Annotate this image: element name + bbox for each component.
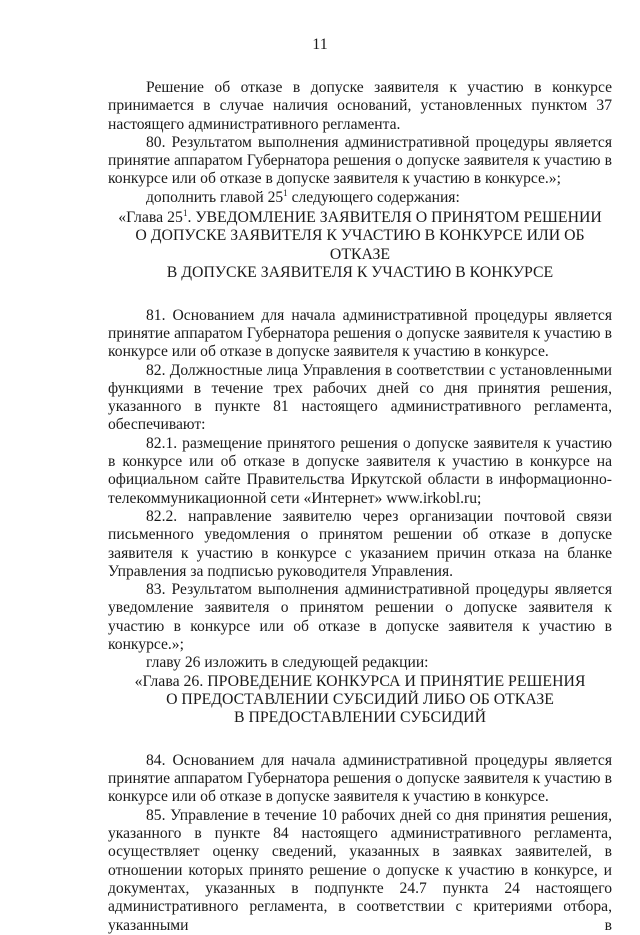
page-number: 11 [312,36,328,53]
chapter-25-1-title-line2: О ДОПУСКЕ ЗАЯВИТЕЛЯ К УЧАСТИЮ В КОНКУРСЕ ИЛИ ОБ ОТКАЗЕ [135,227,585,263]
chapter-25-1-superscript: 1 [182,208,188,219]
paragraph-80: 80. Результатом выполнения административной процедуры является принятие аппаратом Губернатора решения о допуске заявителя к участию в конкурсе или об отказе в допуске заявителя к участию в конкурсе.»; [108,133,612,188]
paragraph-add-chapter-25-1 [108,189,612,207]
chapter-26-heading [108,673,612,728]
paragraph-decision-refusal: Решение об отказе в допуске заявителя к участию в конкурсе принимается в случае наличия оснований, установленных пунктом 37 настоящего административного регламента. [108,79,612,133]
chapter-25-1-title-line1: . УВЕДОМЛЕНИЕ ЗАЯВИТЕЛЯ О ПРИНЯТОМ РЕШЕНИИ [187,209,602,227]
paragraph-81: 81. Основанием для начала административной процедуры является принятие аппаратом Губернатора решения о допуске заявителя к участию в конкурсе или об отказе в допуске заявителя к участию в конкурсе. [108,306,612,361]
paragraph-82-2: 82.2. направление заявителю через организации почтовой связи письменного уведомления о принятом решении об отказе в допуске заявителя к участию в конкурсе с указанием причин отказа на бланке Управления за подписью руководителя Управления. [108,507,612,580]
add-chapter-text: дополнить главой 25 [146,188,284,206]
document-body [108,79,612,935]
superscript-1: 1 [283,187,288,198]
chapter-26-title-line3: В ПРЕДОСТАВЛЕНИИ СУБСИДИЙ [234,709,486,727]
add-chapter-text-end: следующего содержания: [287,188,460,206]
paragraph-84: 84. Основанием для начала административной процедуры является принятие аппаратом Губернатора решения о допуске заявителя к участию в конкурсе или об отказе в допуске заявителя к участию в конкурсе. [108,751,612,806]
paragraph-82: 82. Должностные лица Управления в соответствии с установленными функциями в течение трех рабочих дней со дня принятия решения, указанного в пункте 81 настоящего административного регламента, обеспечивают: [108,361,612,434]
spacer [108,283,612,301]
paragraph-chapter-26-edit: главу 26 изложить в следующей редакции: [146,654,429,672]
paragraph-85: 85. Управление в течение 10 рабочих дней со дня принятия решения, указанного в пункте 84 настоящего административного регламента, осуществляет оценку сведений, указанных в заявках заявителей, в отношении которых принято решение о допуске к участию в конкурсе, и документах, указанных в подпункте 24.7 пункта 24 настоящего административного регламента, в соответствии с критериями отбора, указанными в [108,806,612,934]
spacer [108,728,612,746]
chapter-25-1-title-start: «Глава 25 [118,209,183,227]
chapter-26-title-line1: «Глава 26. ПРОВЕДЕНИЕ КОНКУРСА И ПРИНЯТИЕ РЕШЕНИЯ [134,672,586,690]
chapter-25-1-title-line3: В ДОПУСКЕ ЗАЯВИТЕЛЯ К УЧАСТИЮ В КОНКУРСЕ [166,264,554,282]
paragraph-82-1: 82.1. размещение принятого решения о допуске заявителя к участию в конкурсе или об отказе в допуске заявителя к участию в конкурсе на официальном сайте Правительства Иркутской области в информационно-телекоммуникационной сети «Интернет» www.irkobl.ru; [108,434,612,507]
paragraph-83: 83. Результатом выполнения административной процедуры является уведомление заявителя о принятом решении о допуске заявителя к участию в конкурсе или об отказе в допуске заявителя к участию в конкурсе.»; [108,581,612,654]
chapter-25-1-heading [108,209,612,283]
chapter-26-title-line2: О ПРЕДОСТАВЛЕНИИ СУБСИДИЙ ЛИБО ОБ ОТКАЗЕ [166,691,554,709]
